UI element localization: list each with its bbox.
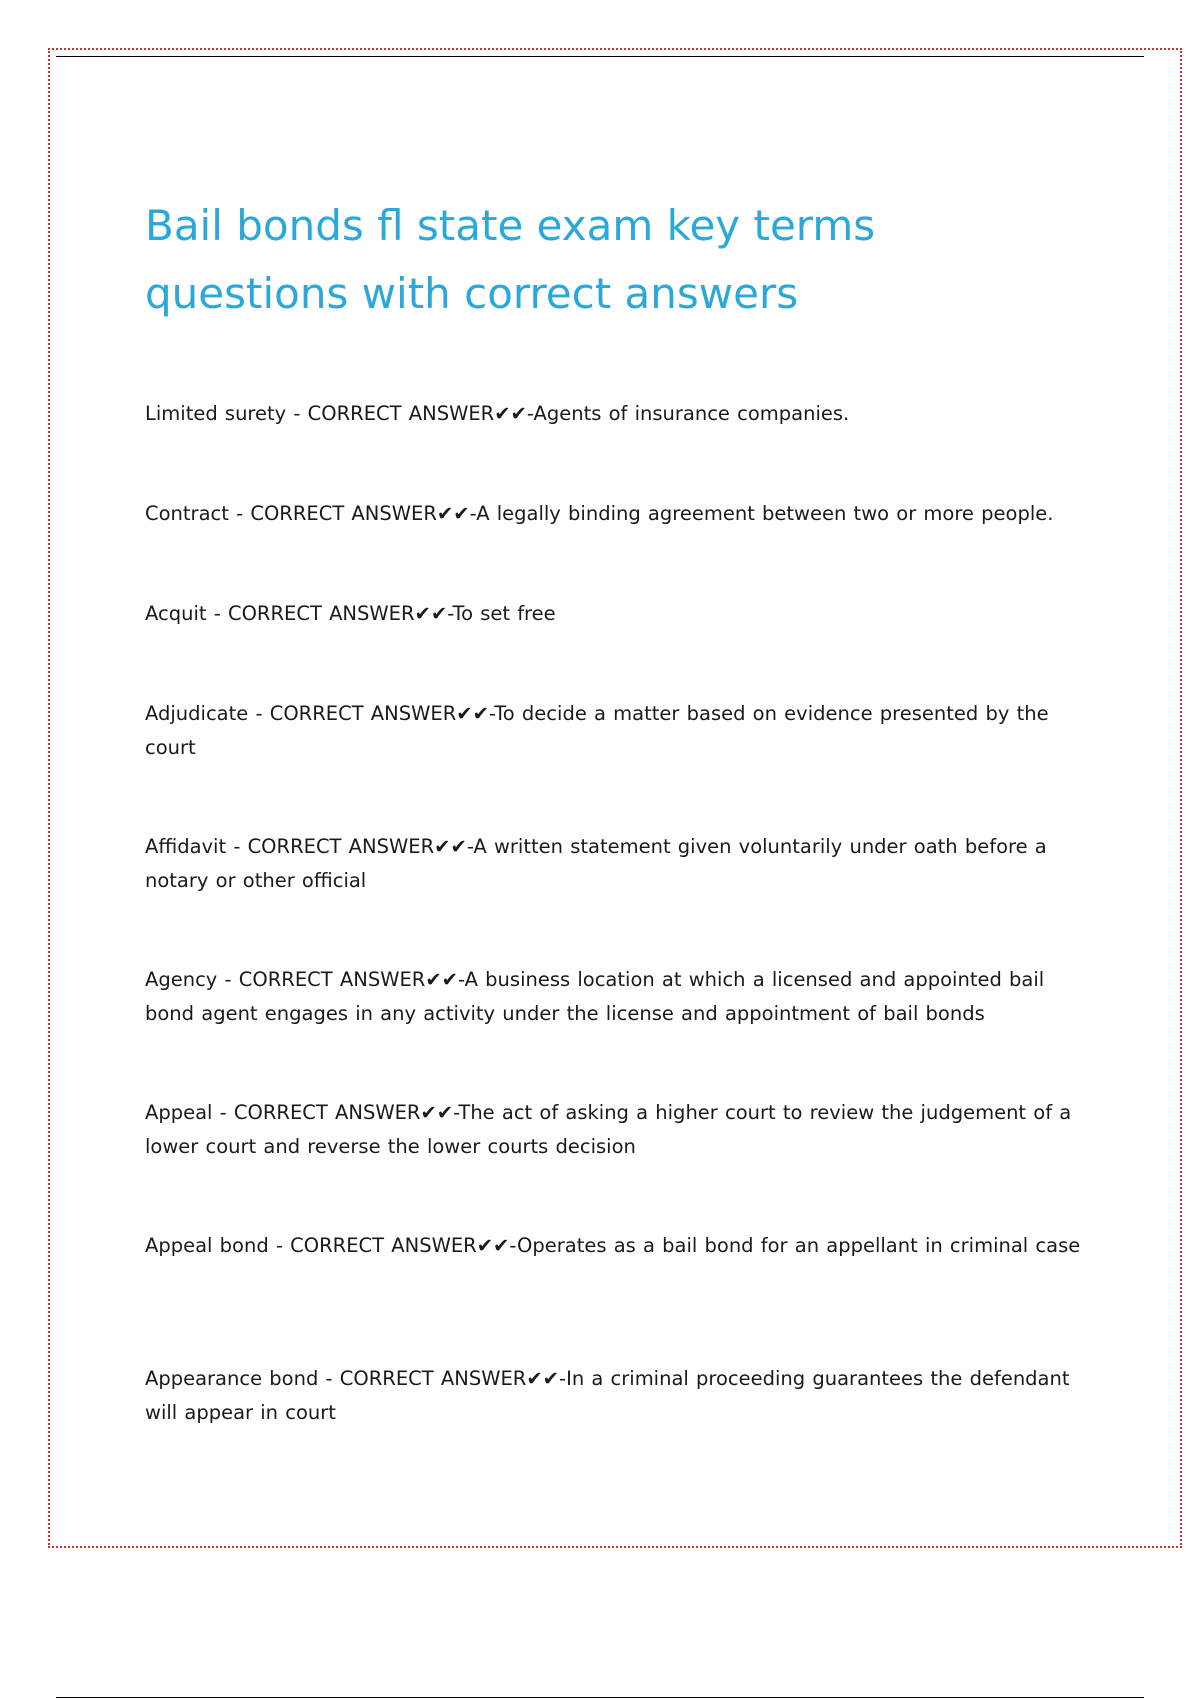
answer-marker: CORRECT ANSWER✔✔ xyxy=(233,1101,454,1124)
term-entry: Contract - CORRECT ANSWER✔✔-A legally binding agreement between two or more people. xyxy=(145,502,1054,525)
answer-marker: CORRECT ANSWER✔✔ xyxy=(339,1367,560,1390)
answer-marker: CORRECT ANSWER✔✔ xyxy=(307,402,527,425)
term: Appeal xyxy=(145,1101,213,1124)
definition: Agents of insurance companies. xyxy=(533,402,850,425)
term-entry: Acquit - CORRECT ANSWER✔✔-To set free xyxy=(145,602,556,625)
definition: A business location at which a licensed and appointed bail bond agent engages in any activity under the license and appointment of bail bonds xyxy=(145,968,1045,1025)
term-entry: Agency - CORRECT ANSWER✔✔-A business location at which a licensed and appointed bail bond agent engages in any activity under the license and appointment of bail bonds xyxy=(145,968,1045,1025)
answer-marker: CORRECT ANSWER✔✔ xyxy=(227,602,448,625)
term: Limited surety xyxy=(145,402,287,425)
term-entry: Limited surety - CORRECT ANSWER✔✔-Agents of insurance companies. xyxy=(145,402,850,425)
term-list xyxy=(145,397,1085,1495)
footer-rule xyxy=(56,1697,1144,1698)
answer-marker: CORRECT ANSWER✔✔ xyxy=(250,502,470,525)
header-rule xyxy=(56,56,1144,57)
term-entry: Appeal bond - CORRECT ANSWER✔✔-Operates as a bail bond for an appellant in criminal case xyxy=(145,1234,1081,1257)
term-entry: Appearance bond - CORRECT ANSWER✔✔-In a criminal proceeding guarantees the defendant will appear in court xyxy=(145,1367,1070,1424)
term: Appearance bond xyxy=(145,1367,319,1390)
term-entry: Adjudicate - CORRECT ANSWER✔✔-To decide a matter based on evidence presented by the court xyxy=(145,702,1049,759)
definition: In a criminal proceeding guarantees the defendant will appear in court xyxy=(145,1367,1070,1424)
definition: A written statement given voluntarily under oath before a notary or other official xyxy=(145,835,1047,892)
definition: To decide a matter based on evidence presented by the court xyxy=(145,702,1049,759)
answer-marker: CORRECT ANSWER✔✔ xyxy=(269,702,489,725)
definition: A legally binding agreement between two or more people. xyxy=(476,502,1054,525)
definition: To set free xyxy=(452,602,556,625)
term: Affidavit xyxy=(145,835,227,858)
term: Adjudicate xyxy=(145,702,249,725)
definition: Operates as a bail bond for an appellant in criminal case xyxy=(517,1234,1081,1257)
term-entry: Affidavit - CORRECT ANSWER✔✔-A written statement given voluntarily under oath before a notary or other official xyxy=(145,835,1047,892)
term: Appeal bond xyxy=(145,1234,269,1257)
term-entry: Appeal - CORRECT ANSWER✔✔-The act of asking a higher court to review the judgement of a lower court and reverse the lower courts decision xyxy=(145,1101,1072,1158)
term: Contract xyxy=(145,502,229,525)
answer-marker: CORRECT ANSWER✔✔ xyxy=(247,835,467,858)
term: Acquit xyxy=(145,602,207,625)
document-title: Bail bonds fl state exam key terms questions with correct answers xyxy=(145,201,876,318)
definition: The act of asking a higher court to review the judgement of a lower court and reverse the lower courts decision xyxy=(145,1101,1072,1158)
answer-marker: CORRECT ANSWER✔✔ xyxy=(238,968,459,991)
answer-marker: CORRECT ANSWER✔✔ xyxy=(290,1234,510,1257)
term: Agency xyxy=(145,968,218,991)
